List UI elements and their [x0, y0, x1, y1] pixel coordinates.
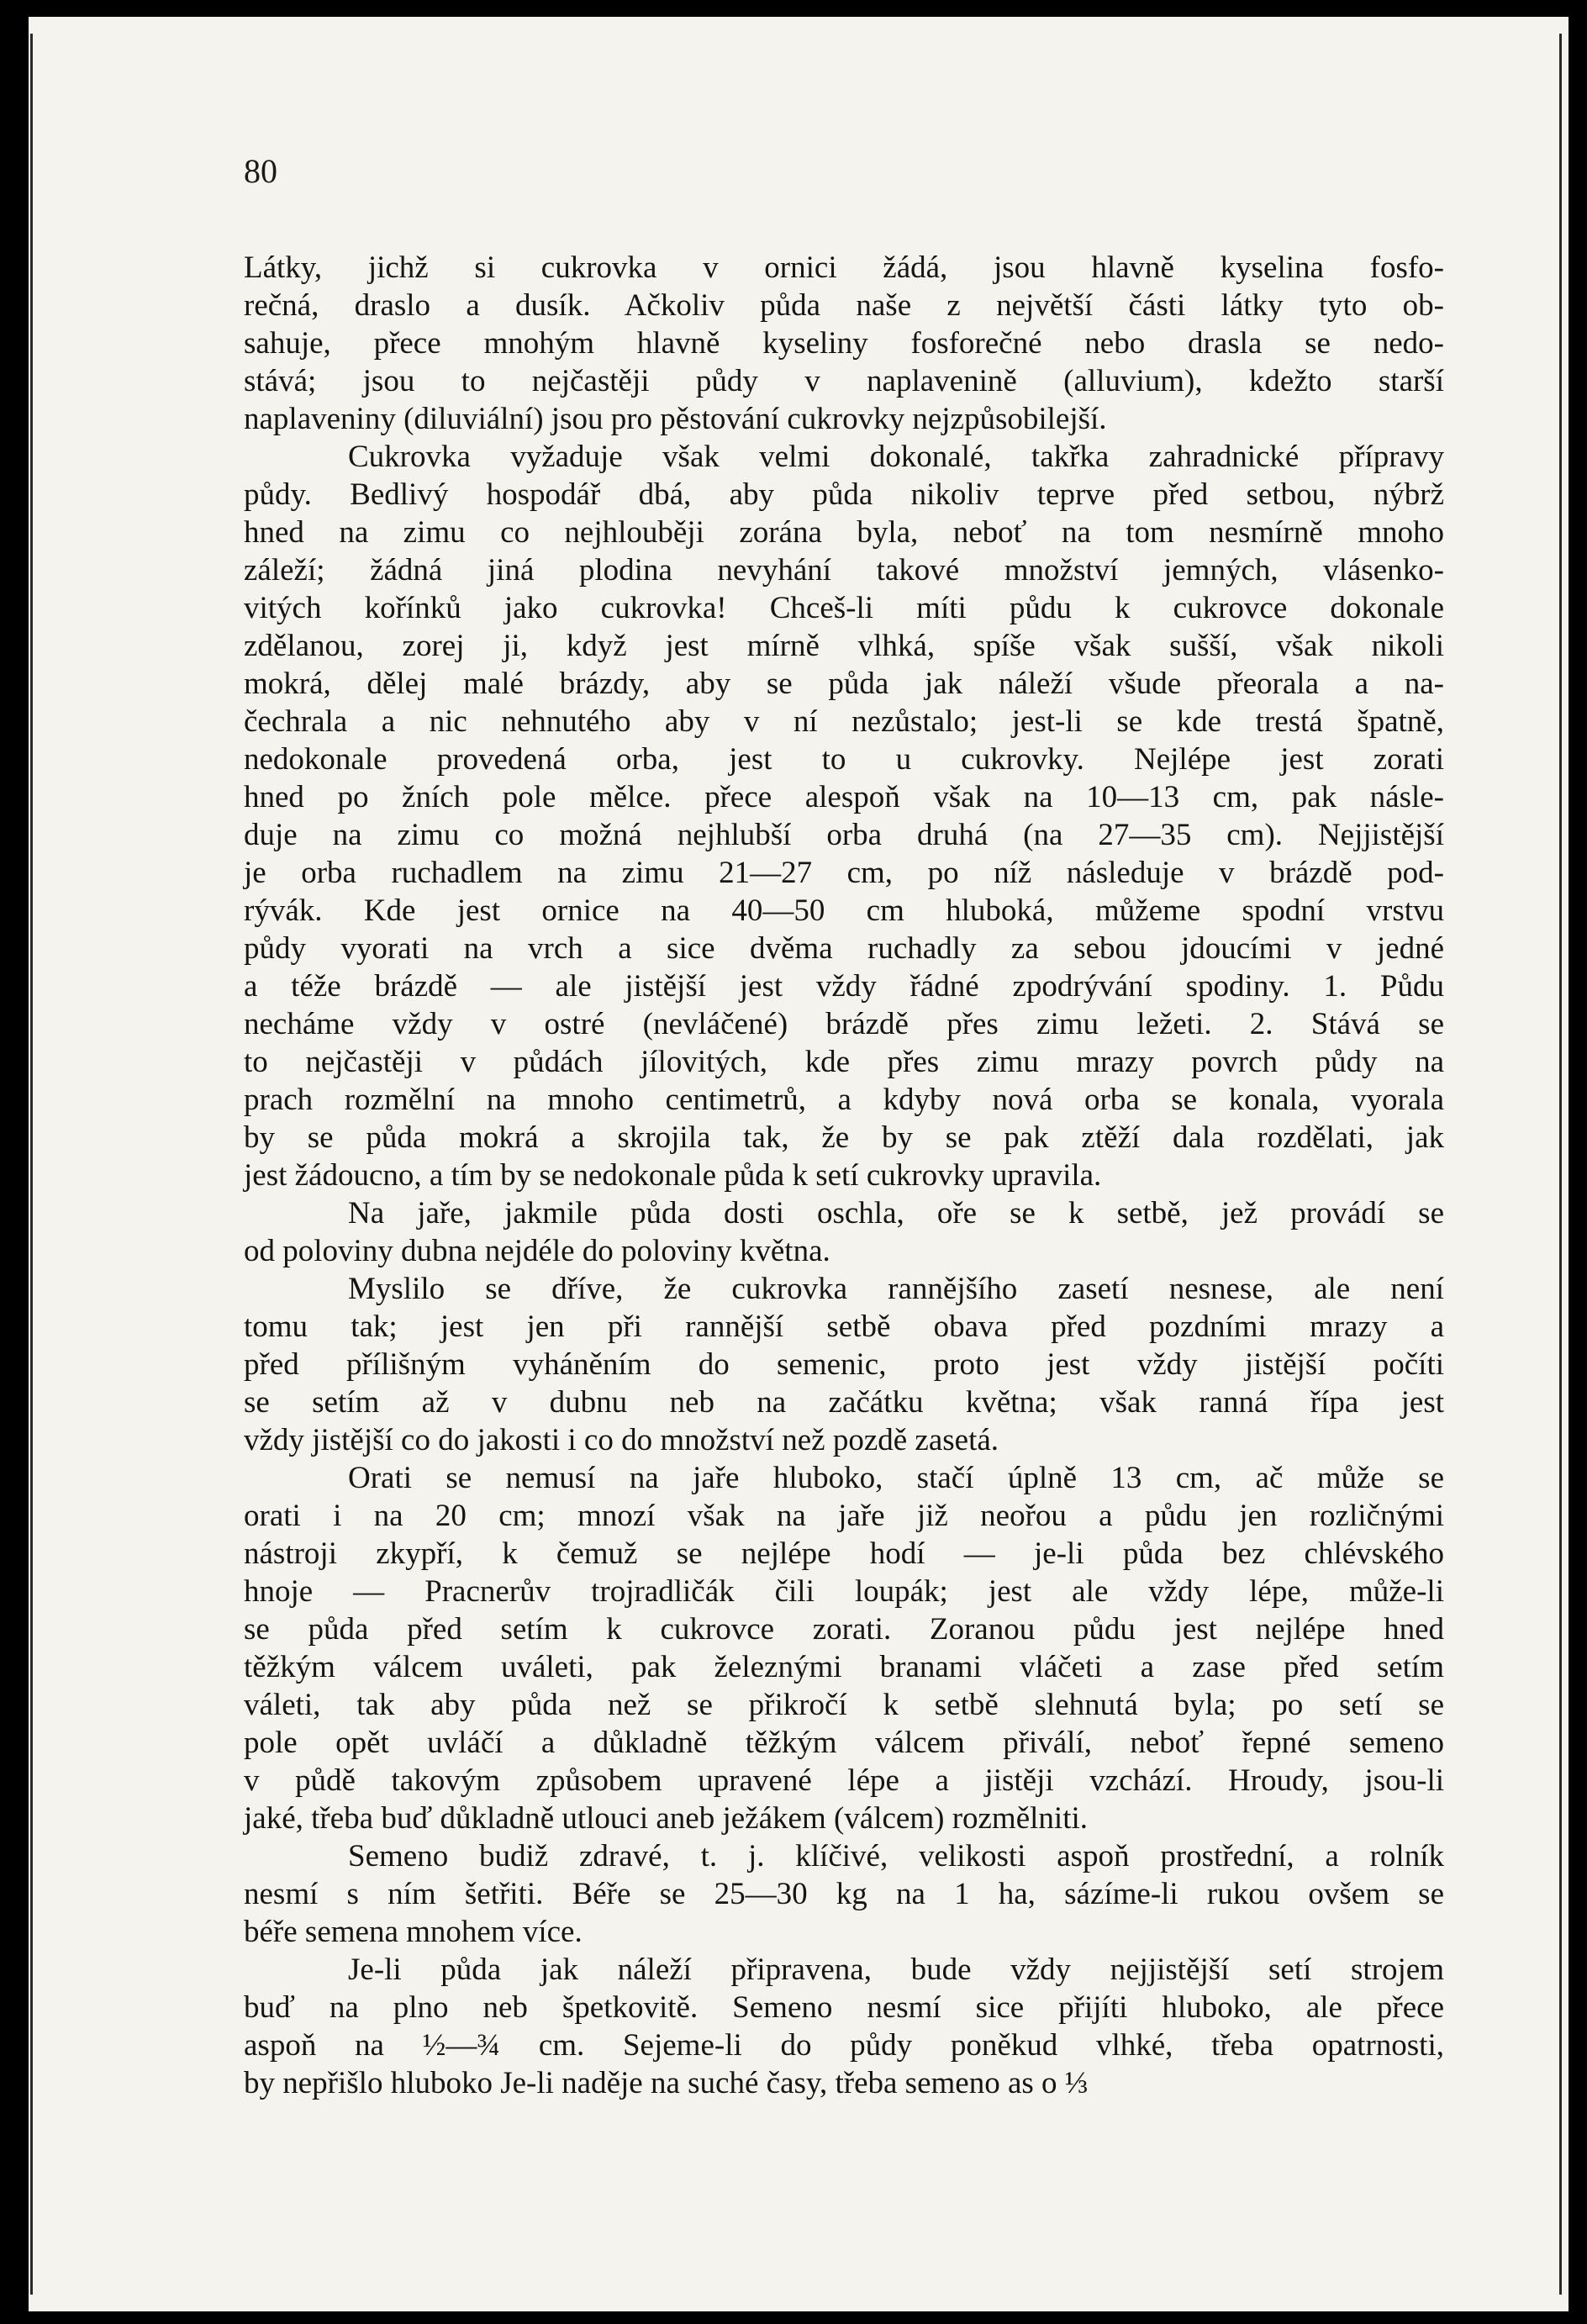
text-line: v půdě takovým způsobem upravené lépe a jistěji vzchází. Hroudy, jsou-li	[244, 1763, 1444, 1798]
text-line: od poloviny dubna nejdéle do poloviny května.	[244, 1234, 830, 1268]
text-line: Semeno budiž zdravé, t. j. klíčivé, velikosti aspoň prostřední, a rolník	[348, 1839, 1444, 1873]
text-line: vitých kořínků jako cukrovka! Chceš-li míti půdu k cukrovce dokonale	[244, 591, 1444, 625]
text-line: Orati se nemusí na jaře hluboko, stačí úplně 13 cm, ač může se	[348, 1461, 1444, 1495]
text-line: by se půda mokrá a skrojila tak, že by se pak ztěží dala rozdělati, jak	[244, 1120, 1444, 1155]
text-line: Myslilo se dříve, že cukrovka rannějšího zasetí nesnese, ale není	[348, 1272, 1444, 1306]
paragraph	[244, 438, 1444, 1194]
text-line: je orba ruchadlem na zimu 21—27 cm, po níž následuje v brázdě pod-	[244, 856, 1444, 890]
text-line: nástroji zkypří, k čemuž se nejlépe hodí — je-li půda bez chlévského	[244, 1536, 1444, 1571]
text-line: aspoň na ½—¾ cm. Sejeme-li do půdy poněkud vlhké, třeba opatrnosti,	[244, 2028, 1444, 2063]
text-line: těžkým válcem uváleti, pak železnými branami vláčeti a zase před setím	[244, 1650, 1444, 1684]
text-line: před přílišným vyháněním do semenic, proto jest vždy jistější počíti	[244, 1347, 1444, 1382]
text-line: naplaveniny (diluviální) jsou pro pěstování cukrovky nejzpůsobilejší.	[244, 402, 1107, 436]
text-line: hned na zimu co nejhlouběji zorána byla, neboť na tom nesmírně mnoho	[244, 515, 1444, 550]
text-line: vždy jistější co do jakosti i co do množství než pozdě zasetá.	[244, 1423, 999, 1457]
text-line: béře semena mnohem více.	[244, 1915, 583, 1949]
text-line: rývák. Kde jest ornice na 40—50 cm hluboká, můžeme spodní vrstvu	[244, 893, 1444, 928]
text-line: mokrá, dělej malé brázdy, aby se půda jak náleží všude přeorala a na-	[244, 667, 1444, 701]
text-line: a téže brázdě — ale jistější jest vždy řádné zpodrývání spodiny. 1. Půdu	[244, 969, 1444, 1004]
text-line: by nepřišlo hluboko Je-li naděje na suché časy, třeba semeno as o ⅓	[244, 2066, 1089, 2100]
paragraph	[244, 1837, 1444, 1951]
text-line: hnoje — Pracnerův trojradličák čili loupák; jest ale vždy lépe, může-li	[244, 1574, 1444, 1609]
text-line: sahuje, přece mnohým hlavně kyseliny fosforečné nebo drasla se nedo-	[244, 326, 1444, 361]
text-line: buď na plno neb špetkovitě. Semeno nesmí sice přijíti hluboko, ale přece	[244, 1990, 1444, 2025]
page-edge-left	[30, 34, 33, 2295]
text-line: necháme vždy v ostré (nevláčené) brázdě přes zimu ležeti. 2. Stává se	[244, 1007, 1444, 1041]
text-line: prach rozmělní na mnoho centimetrů, a kdyby nová orba se konala, vyorala	[244, 1083, 1444, 1117]
text-line: orati i na 20 cm; mnozí však na jaře již neořou a půdu jen rozličnými	[244, 1499, 1444, 1533]
text-line: půdy vyorati na vrch a sice dvěma ruchadly za sebou jdoucími v jedné	[244, 931, 1444, 966]
text-line: váleti, tak aby půda než se přikročí k setbě slehnutá byla; po setí se	[244, 1688, 1444, 1722]
paragraph	[244, 1194, 1444, 1270]
text-line: hned po žních pole mělce. přece alespoň však na 10—13 cm, pak násle-	[244, 780, 1444, 814]
paragraph	[244, 249, 1444, 438]
body-text	[244, 249, 1444, 2102]
page-edge-right	[1559, 34, 1562, 2295]
text-line: nedokonale provedená orba, jest to u cukrovky. Nejlépe jest zorati	[244, 742, 1444, 777]
text-line: záleží; žádná jiná plodina nevyhání takové množství jemných, vlásenko-	[244, 553, 1444, 588]
text-line: Na jaře, jakmile půda dosti oschla, oře se k setbě, jež provádí se	[348, 1196, 1444, 1231]
paragraph	[244, 1270, 1444, 1459]
text-line: to nejčastěji v půdách jílovitých, kde přes zimu mrazy povrch půdy na	[244, 1045, 1444, 1079]
text-line: zdělanou, zorej ji, když jest mírně vlhká, spíše však sušší, však nikoli	[244, 629, 1444, 663]
text-line: půdy. Bedlivý hospodář dbá, aby půda nikoliv teprve před setbou, nýbrž	[244, 477, 1444, 512]
text-line: jaké, třeba buď důkladně utlouci aneb ježákem (válcem) rozmělniti.	[244, 1801, 1089, 1836]
text-line: pole opět uvláčí a důkladně těžkým válcem přiválí, neboť řepné semeno	[244, 1726, 1444, 1760]
text-line: tomu tak; jest jen při rannější setbě obava před pozdními mrazy a	[244, 1310, 1444, 1344]
book-page	[29, 17, 1569, 2311]
text-line: Je-li půda jak náleží připravena, bude vždy nejjistější setí strojem	[348, 1952, 1444, 1987]
text-line: čechrala a nic nehnutého aby v ní nezůstalo; jest-li se kde trestá špatně,	[244, 704, 1444, 739]
page-number: 80	[244, 152, 277, 190]
text-line: se setím až v dubnu neb na začátku května; však ranná řípa jest	[244, 1385, 1444, 1420]
paragraph	[244, 1459, 1444, 1837]
text-line: stává; jsou to nejčastěji půdy v naplavenině (alluvium), kdežto starší	[244, 364, 1444, 398]
text-line: Látky, jichž si cukrovka v ornici žádá, jsou hlavně kyselina fosfo-	[244, 250, 1444, 285]
paragraph	[244, 1951, 1444, 2102]
text-line: nesmí s ním šetřiti. Béře se 25—30 kg na 1 ha, sázíme-li rukou ovšem se	[244, 1877, 1444, 1911]
text-line: jest žádoucno, a tím by se nedokonale půda k setí cukrovky upravila.	[244, 1158, 1102, 1193]
text-line: rečná, draslo a dusík. Ačkoliv půda naše z největší části látky tyto ob-	[244, 288, 1444, 323]
text-line: duje na zimu co možná nejhlubší orba druhá (na 27—35 cm). Nejjistější	[244, 818, 1444, 852]
text-line: Cukrovka vyžaduje však velmi dokonalé, takřka zahradnické přípravy	[348, 440, 1444, 474]
text-line: se půda před setím k cukrovce zorati. Zoranou půdu jest nejlépe hned	[244, 1612, 1444, 1647]
